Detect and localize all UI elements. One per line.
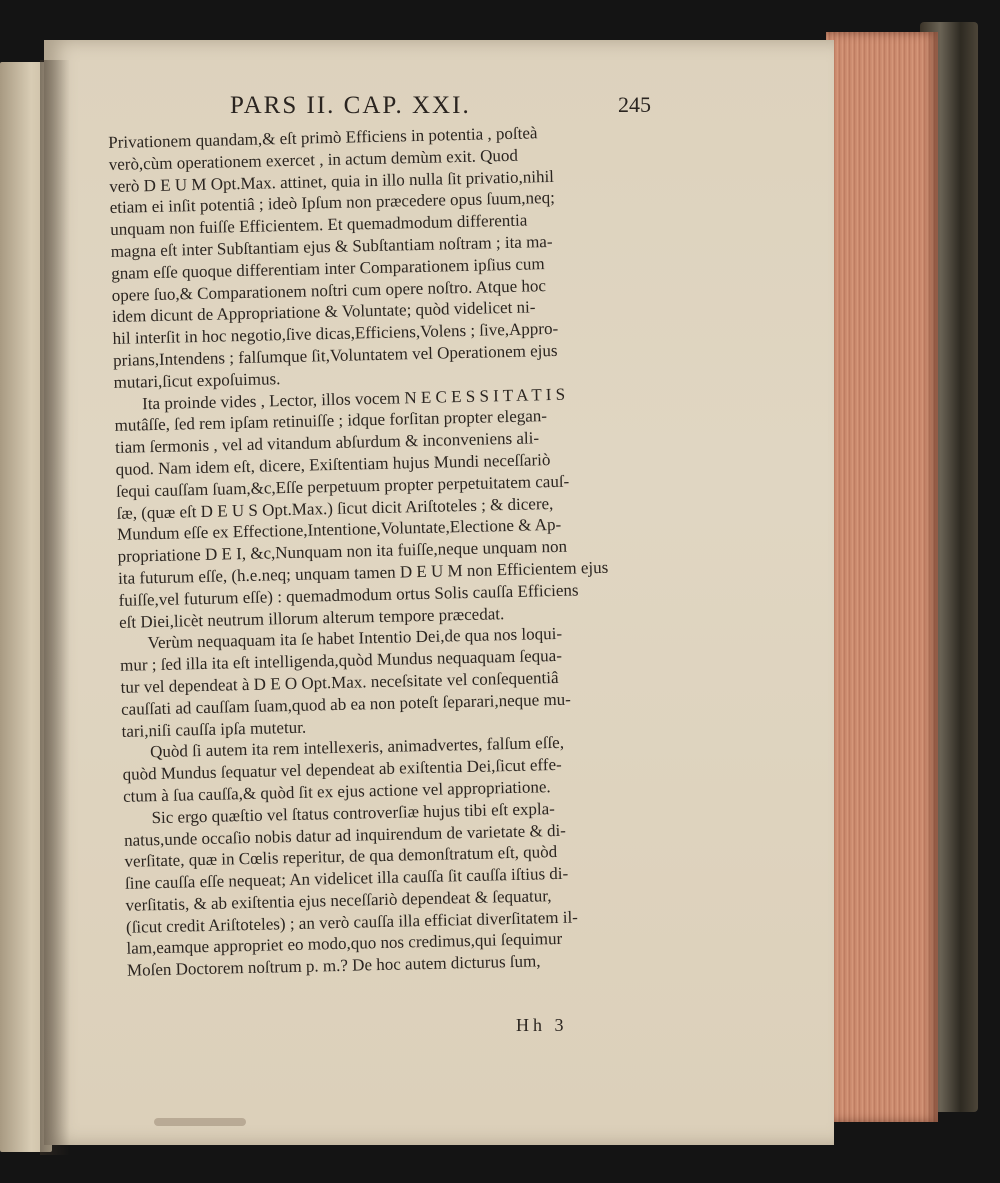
text-line: mutâſſe, ſed rem ipſam retinuiſſe ; idque forſitan propter elegan- xyxy=(114,406,548,436)
text-line: ita futurum eſſe, (h.e.neq; unquam tamen D E U M non Efficientem ejus xyxy=(117,557,609,588)
text-line: ſine cauſſa eſſe nequeat; An videlicet illa cauſſa ſit cauſſa iſtius di- xyxy=(124,863,569,893)
text-line: Mundum eſſe ex Effectione,Intentione,Voluntate,Electione & Ap- xyxy=(116,515,562,545)
text-line: tiam ſermonis , vel ad vitandum abſurdum & inconveniens ali- xyxy=(114,428,540,458)
body-text xyxy=(108,119,703,982)
text-line: fuiſſe,vel futurum eſſe) : quemadmodum ortus Solis cauſſa Efficiens xyxy=(118,580,579,610)
text-line: tari,niſi cauſſa ipſa mutetur. xyxy=(121,717,307,741)
text-line: lam,eamque appropriet eo modo,quo nos credimus,qui ſequimur xyxy=(126,929,563,959)
ink-smudge xyxy=(154,1118,246,1126)
text-line: natus,unde occaſio nobis datur ad inquirendum de varietate & di- xyxy=(123,820,567,850)
text-line: ſæ, (quæ eſt D E U S Opt.Max.) ſicut dicit Ariſtoteles ; & dicere, xyxy=(116,493,554,523)
text-line: verò D E U M Opt.Max. attinet, quia in illo nulla ſit privatio,nihil xyxy=(109,166,555,196)
text-line: verſitate, quæ in Cœlis reperitur, de qua demonſtratum eſt, quòd xyxy=(124,842,558,872)
page-number: 245 xyxy=(618,92,651,117)
text-line: gnam eſſe quoque differentiam inter Comparationem ipſius cum xyxy=(110,253,545,283)
text-line: quod. Nam idem eſt, dicere, Exiſtentiam hujus Mundi neceſſariò xyxy=(115,450,551,479)
text-line: etiam ei inſit potentiâ ; ideò Ipſum non præcedere opus ſuum,neq; xyxy=(109,188,556,218)
text-line: Privationem quandam,& eſt primò Efficiens in potentia , poſteà xyxy=(108,123,538,152)
text-line: (ſicut credit Ariſtoteles) ; an verò cauſſa illa efficiat diverſitatem il- xyxy=(125,907,579,937)
text-line: idem dicunt de Appropriatione & Voluntate; quòd videlicet ni- xyxy=(111,297,536,327)
page-block-edges xyxy=(826,32,938,1122)
text-line: hil interſit in hoc negotio,ſive dicas,Efficiens,Volens ; ſive,Appro- xyxy=(112,319,559,349)
text-line: propriatione D E I, &c,Nunquam non ita fuiſſe,neque unquam non xyxy=(117,536,568,567)
text-line: eſt Diei,licèt neutrum illorum alterum tempore præcedat. xyxy=(118,603,505,632)
text-line: quòd Mundus ſequatur vel dependeat ab exiſtentia Dei,ſicut effe- xyxy=(122,754,562,784)
text-line: opere ſuo,& Comparationem noſtri cum opere noſtro. Atque hoc xyxy=(111,275,547,305)
text-line: ctum à ſua cauſſa,& quòd ſit ex ejus actione vel appropriatione. xyxy=(122,777,551,806)
text-line: mutari,ſicut expoſuimus. xyxy=(113,368,281,392)
book-page xyxy=(44,40,834,1145)
signature-mark: Hh 3 xyxy=(516,1015,568,1035)
text-line: mur ; ſed illa ita eſt intelligenda,quòd Mundus nequaquam ſequa- xyxy=(119,645,563,675)
text-line: Moſen Doctorem noſtrum p. m.? De hoc autem dicturus ſum, xyxy=(126,951,541,981)
text-line: unquam non fuiſſe Efficientem. Et quemadmodum differentia xyxy=(110,210,528,240)
text-line: prians,Intendens ; falſumque ſit,Voluntatem vel Operationem ejus xyxy=(112,340,558,370)
book-gutter-shadow xyxy=(40,60,70,1155)
paragraph-start-line: Sic ergo quæſtio vel ſtatus controverſiæ hujus tibi eſt expla- xyxy=(151,798,556,827)
text-line: cauſſati ad cauſſam ſuam,quod ab ea non poteſt ſeparari,neque mu- xyxy=(120,689,572,719)
text-line: tur vel dependeat à D E O Opt.Max. neceſsitate vel conſequentiâ xyxy=(120,667,559,697)
text-line: verò,cùm operationem exercet , in actum demùm exit. Quod xyxy=(108,145,519,174)
paragraph-start-line: Verùm nequaquam ita ſe habet Intentio Dei,de qua nos loqui- xyxy=(147,624,563,653)
running-head: PARS II. CAP. XXI. xyxy=(230,92,471,119)
text-line: magna eſt inter Subſtantiam ejus & Subſtantiam noſtram ; ita ma- xyxy=(110,231,553,261)
paragraph-start-line: Quòd ſi autem ita rem intellexeris, animadvertes, falſum eſſe, xyxy=(149,733,565,762)
page-header xyxy=(44,92,834,122)
text-line: ſequi cauſſam ſuam,&c,Eſſe perpetuum propter perpetuitatem cauſ- xyxy=(115,471,570,501)
text-line: verſitatis, & ab exiſtentia ejus neceſſariò dependeat & ſequatur, xyxy=(125,886,552,915)
paragraph-start-line: Ita proinde vides , Lector, illos vocem N E C E S S I T A T I S xyxy=(141,384,566,413)
